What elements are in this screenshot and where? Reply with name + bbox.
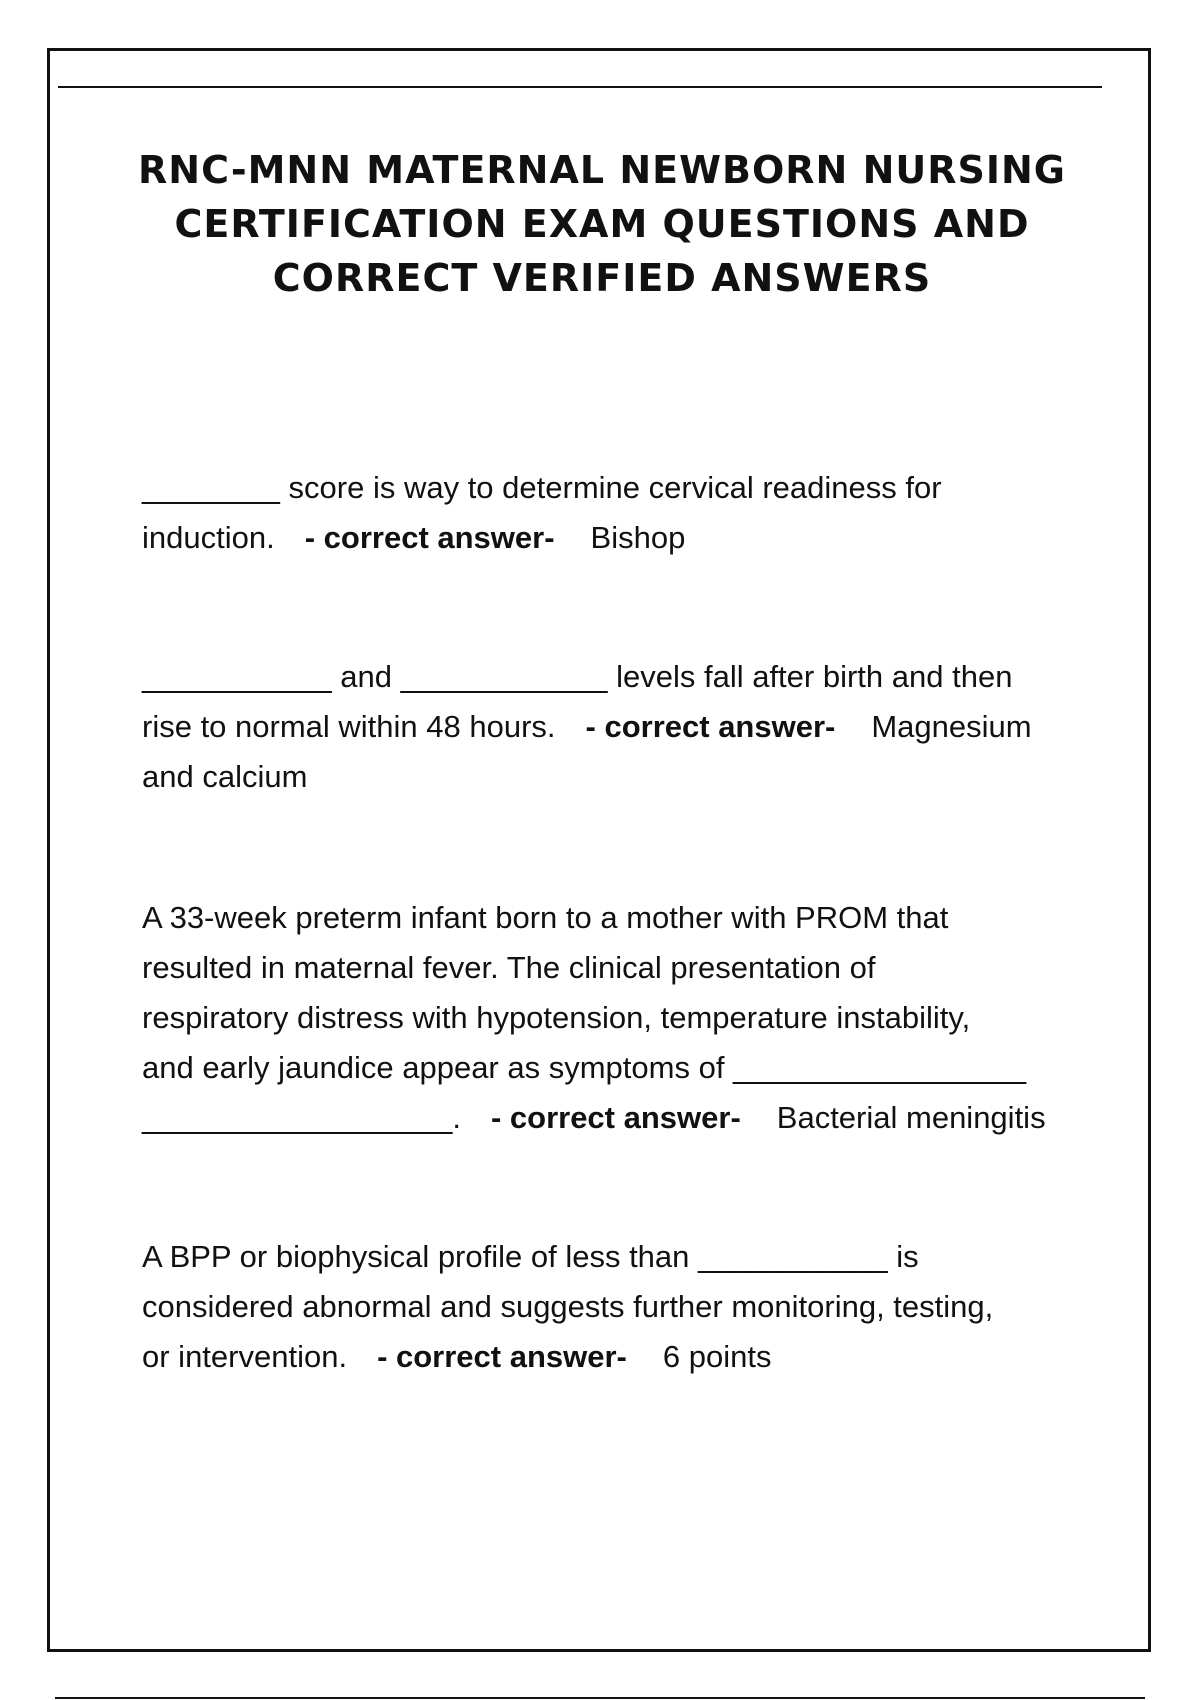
answer-1: Bishop bbox=[590, 520, 686, 555]
title-line-2: CERTIFICATION EXAM QUESTIONS AND bbox=[174, 202, 1030, 246]
correct-answer-marker: - correct answer- bbox=[490, 1100, 741, 1135]
title-line-1: RNC-MNN MATERNAL NEWBORN NURSING bbox=[138, 148, 1066, 192]
question-4-line-1: A BPP or biophysical profile of less than ___________ is bbox=[142, 1239, 919, 1274]
question-1-line-2 bbox=[142, 513, 1072, 563]
answer-3: Bacterial meningitis bbox=[776, 1100, 1046, 1135]
question-2-text-end: rise to normal within 48 hours. bbox=[142, 709, 556, 744]
question-2-line-1: ___________ and ____________ levels fall after birth and then bbox=[142, 659, 1013, 694]
question-1-text-end: induction. bbox=[142, 520, 275, 555]
correct-answer-marker: - correct answer- bbox=[304, 520, 555, 555]
correct-answer-marker: - correct answer- bbox=[377, 1339, 627, 1374]
header-rule bbox=[58, 86, 1102, 88]
question-3-line-5 bbox=[142, 1093, 1072, 1143]
title-line-3: CORRECT VERIFIED ANSWERS bbox=[272, 256, 932, 300]
question-block-3 bbox=[142, 893, 1072, 1143]
question-4-text-end: or intervention. bbox=[142, 1339, 348, 1374]
correct-answer-marker: - correct answer- bbox=[585, 709, 836, 744]
question-block-2 bbox=[142, 652, 1072, 802]
question-4-line-2: considered abnormal and suggests further monitoring, testing, bbox=[142, 1289, 994, 1324]
question-3-line-4: and early jaundice appear as symptoms of _________________ bbox=[142, 1050, 1027, 1085]
page-border bbox=[47, 48, 1151, 1652]
question-2-line-2 bbox=[142, 702, 1072, 752]
question-3-line-3: respiratory distress with hypotension, temperature instability, bbox=[142, 1000, 971, 1035]
answer-2-part-2: and calcium bbox=[142, 759, 308, 794]
question-3-text-end: __________________. bbox=[142, 1100, 461, 1135]
answer-2-part-1: Magnesium bbox=[871, 709, 1032, 744]
question-1-line-1: ________ score is way to determine cervical readiness for bbox=[142, 470, 942, 505]
question-block-4 bbox=[142, 1232, 1072, 1382]
document-title bbox=[50, 143, 1154, 305]
question-4-line-3 bbox=[142, 1332, 1072, 1382]
question-3-line-2: resulted in maternal fever. The clinical presentation of bbox=[142, 950, 876, 985]
question-block-1 bbox=[142, 463, 1072, 563]
answer-4: 6 points bbox=[662, 1339, 772, 1374]
footer-rule bbox=[55, 1697, 1145, 1699]
question-3-line-1: A 33-week preterm infant born to a mother with PROM that bbox=[142, 900, 949, 935]
